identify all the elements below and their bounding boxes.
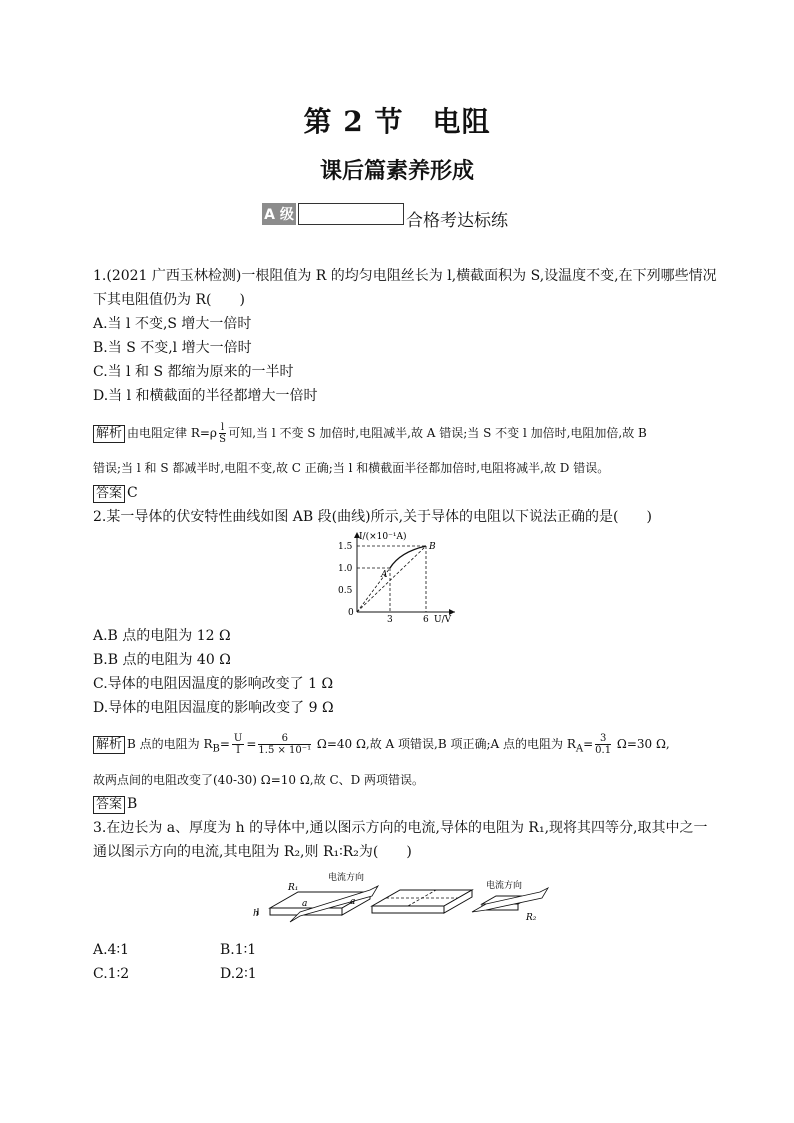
q2-sub-a: A (575, 743, 584, 755)
q2-option-c: C.导体的电阻因温度的影响改变了 1 Ω (93, 676, 334, 692)
q3-option-a: A.4∶1 (93, 942, 130, 958)
y-tick-0-5: 0.5 (338, 586, 353, 596)
q1-stem-line2: 下其电阻值仍为 R( ) (93, 292, 245, 308)
q2-a-end: Ω=30 Ω, (613, 737, 670, 751)
q1-analysis-line1 (93, 422, 647, 445)
label-current2: 电流方向 (486, 881, 523, 891)
q1-answer (93, 483, 138, 503)
iv-curve-graph (330, 530, 470, 625)
q1-stem-line1: 1.(2021 广西玉林检测)一根阻值为 R 的均匀电阻丝长为 l,横截面积为 S,设温度不变,在下列哪些情况 (93, 268, 717, 284)
q1-answer-value: C (127, 485, 138, 501)
x-axis-label: U/V (434, 615, 452, 625)
q2-analysis-line1 (93, 733, 670, 759)
y-axis-label: I/(×10⁻¹A) (359, 532, 407, 542)
q2-option-a: A.B 点的电阻为 12 Ω (93, 628, 231, 644)
curve-ab (390, 546, 426, 568)
page-title: 第 2 节 电阻 (303, 105, 491, 138)
fraction-u-over-i: $\frac{U}{I}$ (233, 733, 243, 756)
q2-sub-b: B (212, 743, 220, 755)
label-a1: a (302, 899, 308, 909)
analysis-tag: 解析 (93, 736, 125, 754)
q1-option-c: C.当 l 和 S 都缩为原来的一半时 (93, 364, 294, 380)
label-h: h (253, 909, 259, 919)
q2-stem: 2.某一导体的伏安特性曲线如图 AB 段(曲线)所示,关于导体的电阻以下说法正确的是( ) (93, 509, 652, 525)
q2-eq1: = (219, 737, 230, 751)
q3-option-c: C.1∶2 (93, 966, 130, 982)
point-a-label: A (381, 570, 388, 580)
q3-stem-line2: 通以图示方向的电流,其电阻为 R₂,则 R₁∶R₂为( ) (93, 844, 412, 860)
q3-option-b: B.1∶1 (220, 942, 257, 958)
q2-a-pre: B 点的电阻为 R (127, 737, 213, 751)
q2-eq3: = (583, 737, 594, 751)
answer-tag: 答案 (93, 796, 125, 814)
q1-analysis-text1: 可知,当 l 不变 S 加倍时,电阻减半,故 A 错误;当 S 不变 l 加倍时,电阻加倍,故 B (228, 426, 647, 440)
q2-answer (93, 794, 137, 814)
answer-tag: 答案 (93, 485, 125, 503)
q3-stem-line1: 3.在边长为 a、厚度为 h 的导体中,通以图示方向的电流,导体的电阻为 R₁,现将其四等分,取其中之一 (93, 820, 708, 836)
x-tick-6: 6 (423, 615, 429, 625)
q2-a-mid: Ω=40 Ω,故 A 项错误,B 项正确;A 点的电阻为 R (313, 737, 576, 751)
q1-analysis-line2: 错误;当 l 和 S 都减半时,电阻不变,故 C 正确;当 l 和横截面半径都加倍时,电阻将减半,故 D 错误。 (93, 461, 610, 475)
page-subtitle: 课后篇素养形成 (319, 158, 474, 184)
fraction-3-over-0-1: $\frac{3}{0.1}$ (595, 733, 612, 756)
level-text: 合格考达标练 (406, 211, 508, 231)
plate2-front (372, 906, 444, 913)
q1-analysis-pre: 由电阻定律 R=ρ (127, 426, 217, 440)
label-current1: 电流方向 (328, 873, 365, 883)
label-a2: a (350, 897, 356, 907)
level-badge: A 级 (262, 203, 296, 225)
q1-option-d: D.当 l 和横截面的半径都增大一倍时 (93, 388, 318, 404)
analysis-tag: 解析 (93, 425, 125, 443)
x-tick-3: 3 (387, 615, 393, 625)
guide-origin-b (357, 546, 426, 612)
q2-answer-value: B (127, 796, 138, 812)
q2-option-d: D.导体的电阻因温度的影响改变了 9 Ω (93, 700, 334, 716)
y-tick-0: 0 (348, 608, 354, 618)
q3-option-d: D.2∶1 (220, 966, 257, 982)
point-b-label: B (429, 542, 436, 552)
conductor-figure (250, 868, 560, 930)
q1-option-a: A.当 l 不变,S 增大一倍时 (93, 316, 252, 332)
q2-eq2: = (246, 737, 257, 751)
label-r2: R₂ (526, 913, 537, 923)
label-r1: R₁ (288, 883, 299, 893)
q1-option-b: B.当 S 不变,l 增大一倍时 (93, 340, 252, 356)
y-tick-1-5: 1.5 (338, 542, 353, 552)
y-tick-1-0: 1.0 (338, 564, 353, 574)
level-blank-box (298, 203, 404, 225)
fraction-l-over-s: $\frac{l}{S}$ (219, 422, 227, 445)
q2-option-b: B.B 点的电阻为 40 Ω (93, 652, 231, 668)
fraction-6-over-1-5: $\frac{6}{\text{1.5 × 10⁻¹}}$ (258, 733, 312, 756)
q2-analysis-line2: 故两点间的电阻改变了(40-30) Ω=10 Ω,故 C、D 两项错误。 (93, 773, 425, 787)
